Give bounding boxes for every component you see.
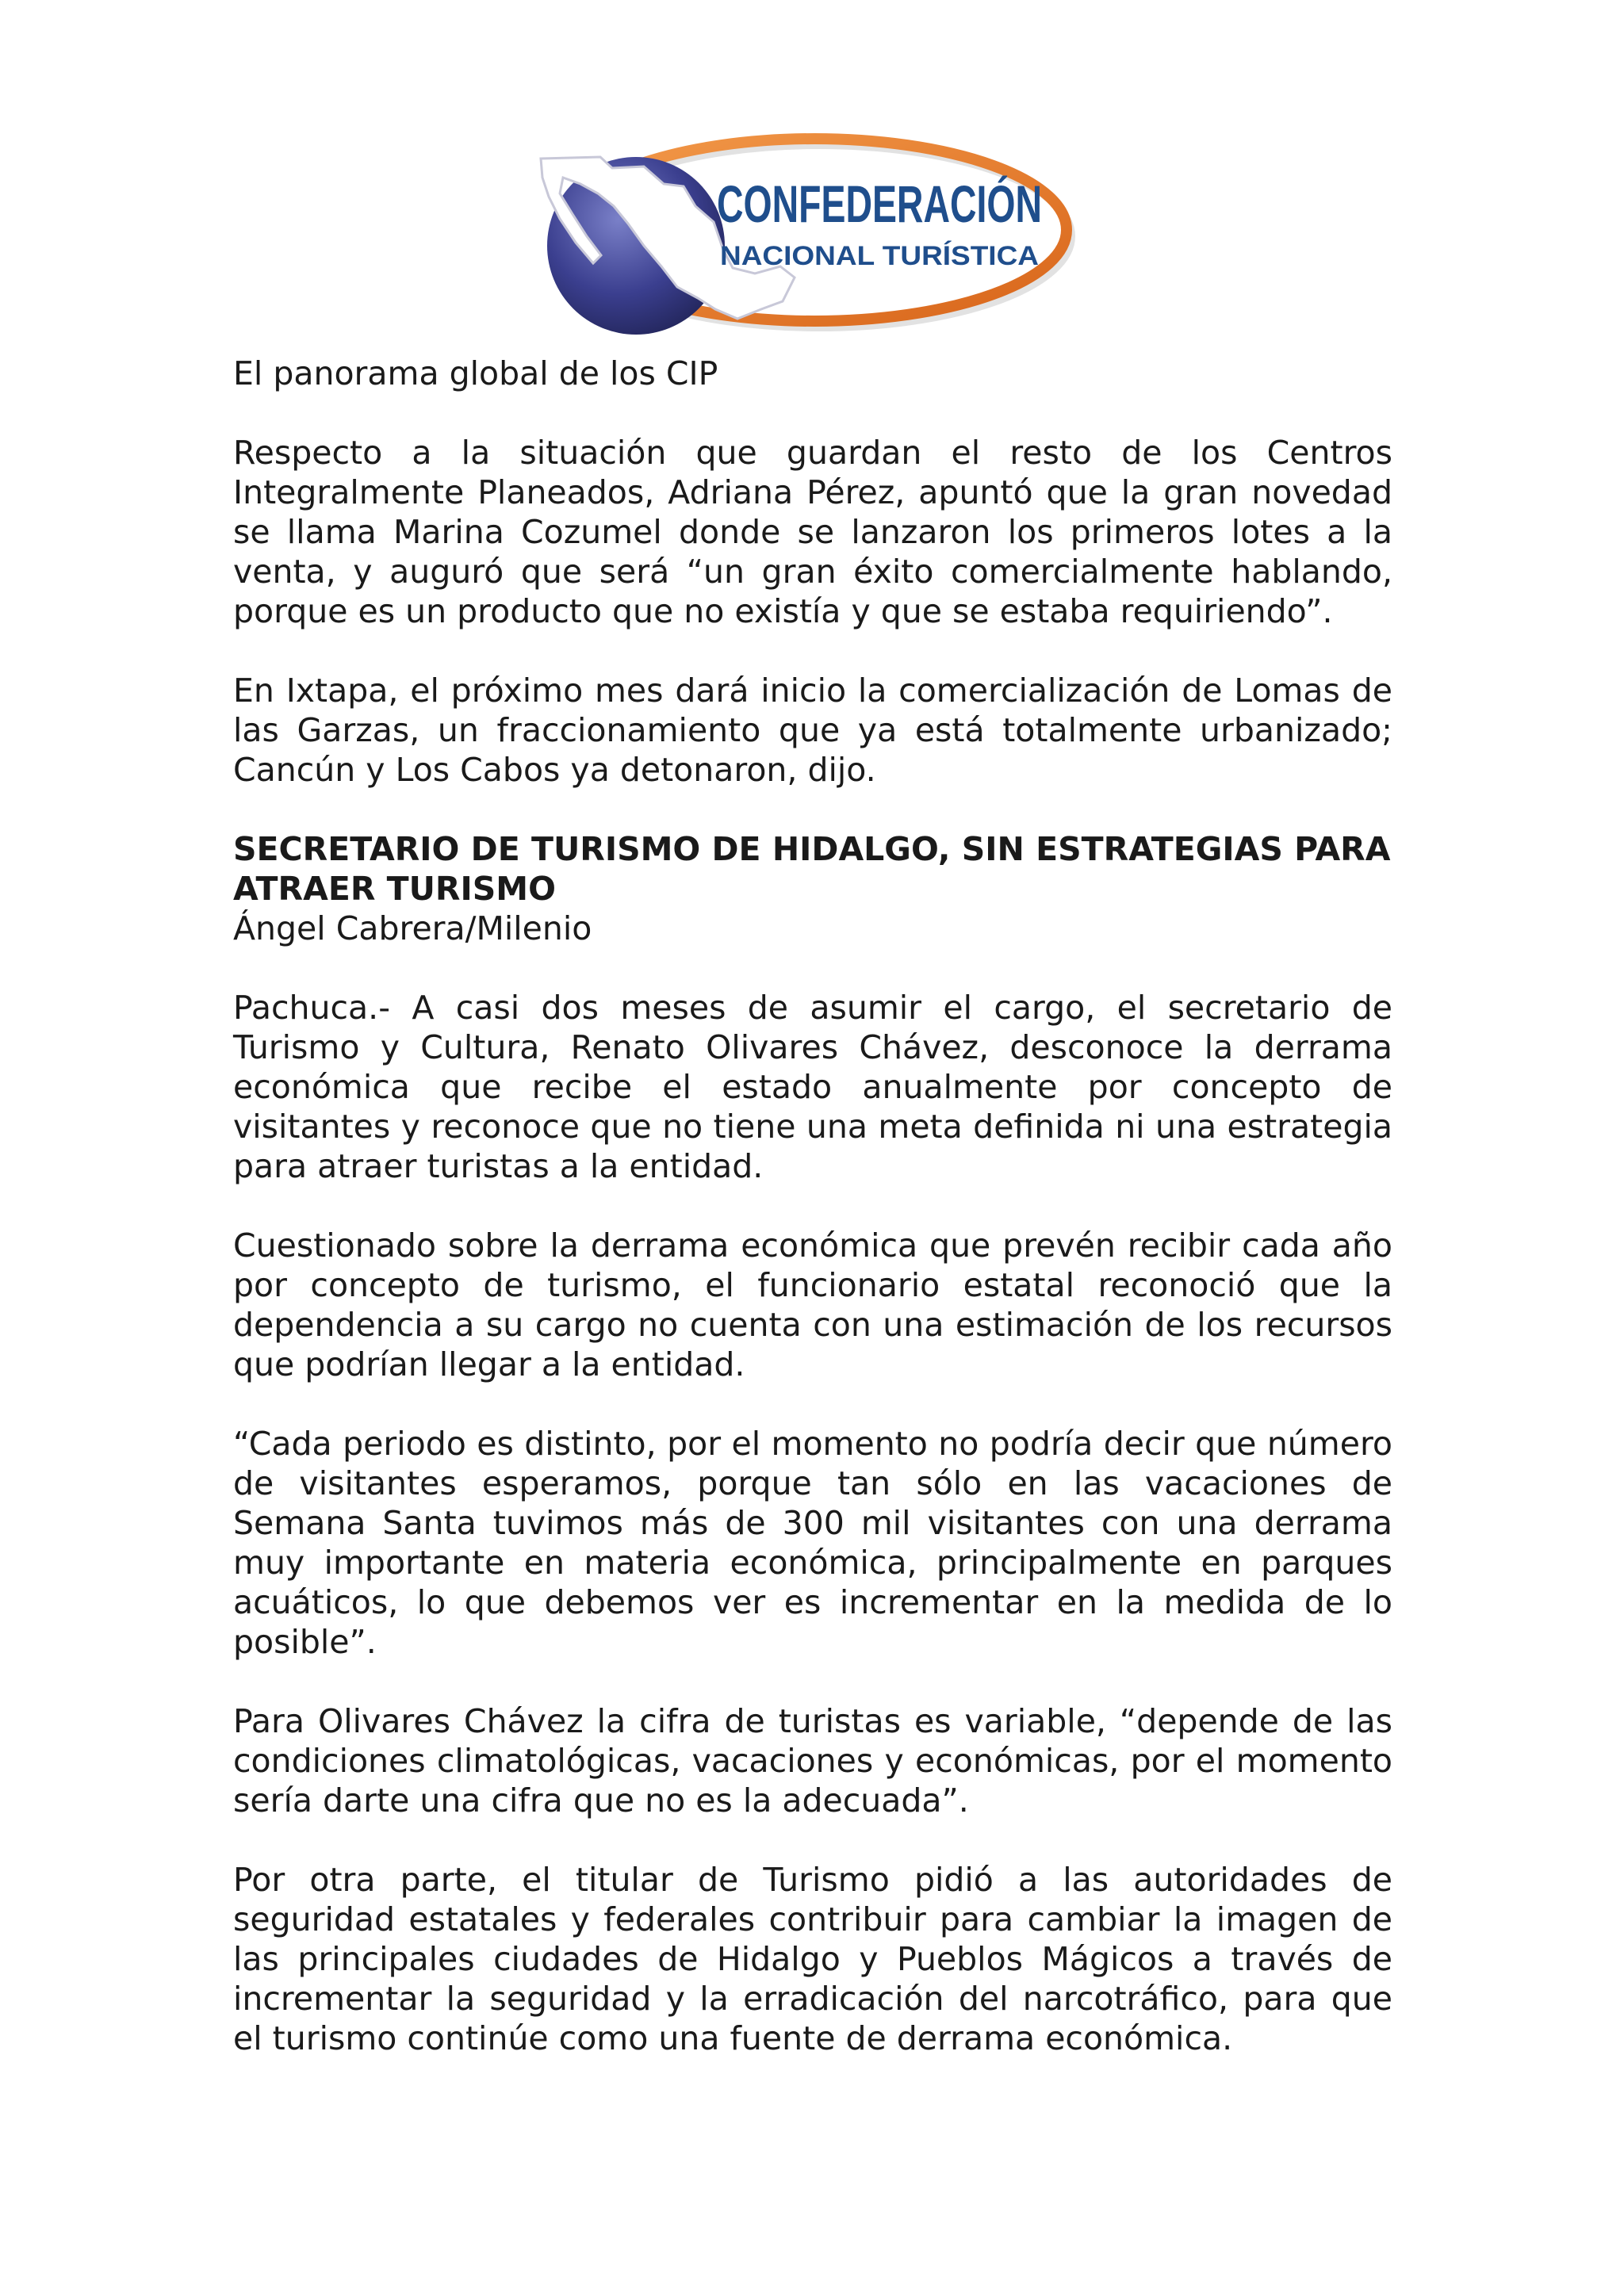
section-paragraph-1: Respecto a la situación que guardan el resto de los Centros Integralmente Planeados, Adriana Pérez, apuntó que la gran novedad se llama Marina Cozumel donde se lanzaron los primeros lotes a la venta, y auguró que será “un gran éxito comercialmente hablando, porque es un producto que no existía y que se estaba requiriendo”. <box>233 434 1392 630</box>
article-paragraph-5: Por otra parte, el titular de Turismo pidió a las autoridades de seguridad estatales y federales contribuir para cambiar la imagen de las principales ciudades de Hidalgo y Pueblos Mágicos a través de incrementar la seguridad y la erradicación del narcotráfico, para que el turismo continúe como una fuente de derrama económica. <box>233 1861 1392 2057</box>
article-headline: SECRETARIO DE TURISMO DE HIDALGO, SIN ESTRATEGIAS PARA ATRAER TURISMO <box>233 830 1391 908</box>
section-paragraph-2: En Ixtapa, el próximo mes dará inicio la comercialización de Lomas de las Garzas, un fraccionamiento que ya está totalmente urbanizado; Cancún y Los Cabos ya detonaron, dijo. <box>233 672 1392 789</box>
logo-line1: CONFEDERACIÓN <box>717 174 1042 233</box>
document-body <box>233 354 1392 2058</box>
article-paragraph-2: Cuestionado sobre la derrama económica que prevén recibir cada año por concepto de turismo, el funcionario estatal reconoció que la dependencia a su cargo no cuenta con una estimación de los recursos que podrían llegar a la entidad. <box>233 1226 1392 1383</box>
article-paragraph-1: Pachuca.- A casi dos meses de asumir el cargo, el secretario de Turismo y Cultura, Renato Olivares Chávez, desconoce la derrama económica que recibe el estado anualmente por concepto de visitantes y reconoce que no tiene una meta definida ni una estrategia para atraer turistas a la entidad. <box>233 989 1392 1185</box>
article-byline: Ángel Cabrera/Milenio <box>233 909 592 947</box>
confederacion-logo <box>525 111 1080 349</box>
section-title: El panorama global de los CIP <box>233 354 718 392</box>
article-paragraph-3: “Cada periodo es distinto, por el momento no podría decir que número de visitantes esperamos, porque tan sólo en las vacaciones de Semana Santa tuvimos más de 300 mil visitantes con una derrama muy importante en materia económica, principalmente en parques acuáticos, lo que debemos ver es incrementar en la medida de lo posible”. <box>233 1425 1392 1661</box>
article-paragraph-4: Para Olivares Chávez la cifra de turistas es variable, “depende de las condiciones climatológicas, vacaciones y económicas, por el momento sería darte una cifra que no es la adecuada”. <box>233 1702 1392 1820</box>
logo-line2: NACIONAL TURÍSTICA <box>720 241 1039 271</box>
logo-graphic <box>525 111 1080 349</box>
